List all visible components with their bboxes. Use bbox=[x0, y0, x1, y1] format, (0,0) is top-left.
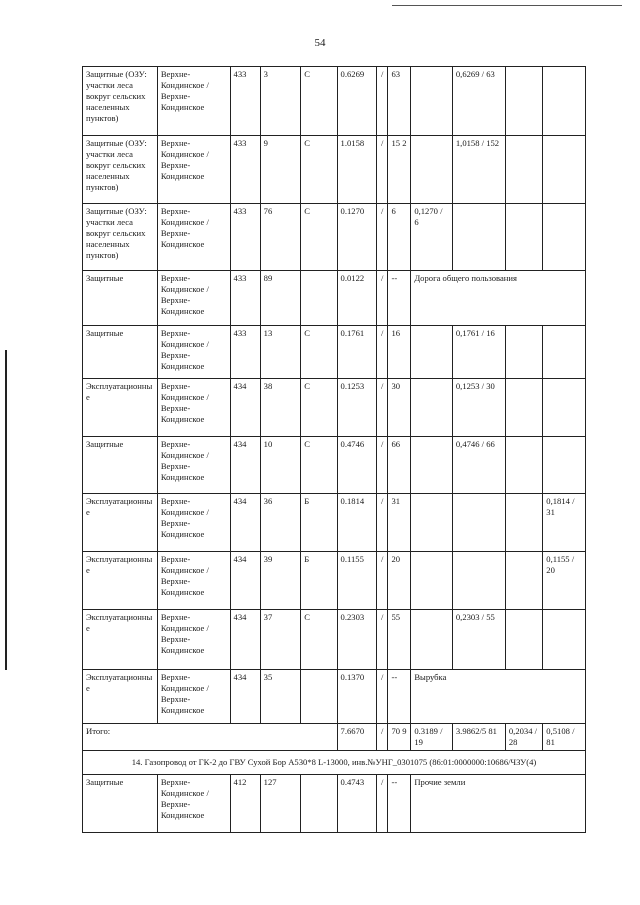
category-cell: Защитные (ОЗУ: участки леса вокруг сельских населенных пунктов) bbox=[83, 136, 158, 204]
category-cell: Защитные (ОЗУ: участки леса вокруг сельских населенных пунктов) bbox=[83, 67, 158, 136]
forestry-cell: Верхне-Кондинское / Верхне-Кондинское bbox=[157, 326, 230, 379]
type-cell: С bbox=[301, 136, 337, 204]
type-cell: С bbox=[301, 379, 337, 437]
total-value-cell: 0,5108 / 81 bbox=[543, 724, 586, 751]
forestry-cell: Верхне-Кондинское / Верхне-Кондинское bbox=[157, 379, 230, 437]
quarter-cell: 434 bbox=[230, 437, 260, 494]
area-length-cell: 0,1761 / 16 bbox=[452, 326, 505, 379]
type-cell: Б bbox=[301, 494, 337, 552]
category-cell: Эксплуатационные bbox=[83, 379, 158, 437]
area-length-cell: 0,1814 / 31 bbox=[543, 494, 586, 552]
area-length-cell bbox=[411, 379, 453, 437]
area-length-cell bbox=[505, 437, 542, 494]
area-length-cell bbox=[452, 552, 505, 610]
land-use-note-cell: Прочие земли bbox=[411, 775, 586, 833]
length-cell: 66 bbox=[388, 437, 411, 494]
section-title: 14. Газопровод от ГК-2 до ГВУ Сухой Бор А530*8 L-13000, инв.№УНГ_0301075 (86:01:0000000:10686/ЧЗУ(4) bbox=[83, 751, 586, 775]
area-length-cell bbox=[411, 494, 453, 552]
table-body-second bbox=[83, 775, 586, 833]
area-length-cell: 1,0158 / 152 bbox=[452, 136, 505, 204]
forestry-cell: Верхне-Кондинское / Верхне-Кондинское bbox=[157, 775, 230, 833]
length-cell: 31 bbox=[388, 494, 411, 552]
land-use-note-cell: Вырубка bbox=[411, 670, 586, 724]
area-length-cell bbox=[543, 136, 586, 204]
length-cell: -- bbox=[388, 775, 411, 833]
area-length-cell bbox=[543, 379, 586, 437]
sep-cell: / bbox=[377, 494, 388, 552]
table-row bbox=[83, 326, 586, 379]
table-row bbox=[83, 67, 586, 136]
area-length-cell bbox=[543, 67, 586, 136]
area-length-cell bbox=[505, 610, 542, 670]
area-length-cell bbox=[505, 326, 542, 379]
table-row bbox=[83, 494, 586, 552]
section-header-row bbox=[83, 751, 586, 775]
area-cell: 0.2303 bbox=[337, 610, 376, 670]
area-length-cell bbox=[411, 67, 453, 136]
quarter-cell: 433 bbox=[230, 136, 260, 204]
length-cell: -- bbox=[388, 670, 411, 724]
plot-cell: 36 bbox=[260, 494, 301, 552]
area-length-cell bbox=[543, 204, 586, 271]
plot-cell: 13 bbox=[260, 326, 301, 379]
area-length-cell bbox=[452, 204, 505, 271]
area-cell: 0.4746 bbox=[337, 437, 376, 494]
area-cell: 0.1370 bbox=[337, 670, 376, 724]
table-row bbox=[83, 552, 586, 610]
page-number: 54 bbox=[314, 37, 326, 49]
area-length-cell: 0,2303 / 55 bbox=[452, 610, 505, 670]
length-cell: 16 bbox=[388, 326, 411, 379]
plot-cell: 76 bbox=[260, 204, 301, 271]
quarter-cell: 434 bbox=[230, 379, 260, 437]
plot-cell: 9 bbox=[260, 136, 301, 204]
type-cell bbox=[301, 271, 337, 326]
type-cell: Б bbox=[301, 552, 337, 610]
length-cell: 15 2 bbox=[388, 136, 411, 204]
category-cell: Защитные bbox=[83, 271, 158, 326]
area-cell: 1.0158 bbox=[337, 136, 376, 204]
category-cell: Эксплуатационные bbox=[83, 610, 158, 670]
area-length-cell bbox=[543, 437, 586, 494]
sep-cell: / bbox=[377, 136, 388, 204]
forestry-cell: Верхне-Кондинское / Верхне-Кондинское bbox=[157, 437, 230, 494]
scan-artifact-mark bbox=[5, 350, 7, 670]
type-cell: С bbox=[301, 326, 337, 379]
table-row bbox=[83, 204, 586, 271]
category-cell: Защитные bbox=[83, 775, 158, 833]
length-cell: 55 bbox=[388, 610, 411, 670]
total-sep-cell: / bbox=[377, 724, 388, 751]
area-cell: 0.1155 bbox=[337, 552, 376, 610]
total-row bbox=[83, 724, 586, 751]
type-cell: С bbox=[301, 204, 337, 271]
scan-artifact-line bbox=[392, 5, 622, 6]
quarter-cell: 433 bbox=[230, 271, 260, 326]
area-cell: 0.0122 bbox=[337, 271, 376, 326]
table-row bbox=[83, 271, 586, 326]
length-cell: 63 bbox=[388, 67, 411, 136]
length-cell: 20 bbox=[388, 552, 411, 610]
table-body-section-14 bbox=[83, 751, 586, 775]
area-length-cell: 0,1155 / 20 bbox=[543, 552, 586, 610]
plot-cell: 38 bbox=[260, 379, 301, 437]
area-length-cell: 0,1270 / 6 bbox=[411, 204, 453, 271]
sep-cell: / bbox=[377, 326, 388, 379]
quarter-cell: 434 bbox=[230, 670, 260, 724]
forestry-cell: Верхне-Кондинское / Верхне-Кондинское bbox=[157, 494, 230, 552]
area-length-cell bbox=[505, 67, 542, 136]
quarter-cell: 434 bbox=[230, 552, 260, 610]
total-value-cell: 0.3189 / 19 bbox=[411, 724, 453, 751]
quarter-cell: 433 bbox=[230, 326, 260, 379]
area-cell: 0.1814 bbox=[337, 494, 376, 552]
area-length-cell bbox=[411, 326, 453, 379]
area-cell: 0.1270 bbox=[337, 204, 376, 271]
area-cell: 0.1761 bbox=[337, 326, 376, 379]
sep-cell: / bbox=[377, 67, 388, 136]
category-cell: Эксплуатационные bbox=[83, 494, 158, 552]
area-length-cell bbox=[543, 326, 586, 379]
forestry-cell: Верхне-Кондинское / Верхне-Кондинское bbox=[157, 136, 230, 204]
area-length-cell bbox=[452, 494, 505, 552]
type-cell: С bbox=[301, 67, 337, 136]
total-label-cell: Итого: bbox=[83, 724, 338, 751]
sep-cell: / bbox=[377, 775, 388, 833]
sep-cell: / bbox=[377, 670, 388, 724]
area-length-cell: 0,6269 / 63 bbox=[452, 67, 505, 136]
type-cell: С bbox=[301, 610, 337, 670]
plot-cell: 37 bbox=[260, 610, 301, 670]
category-cell: Защитные (ОЗУ: участки леса вокруг сельских населенных пунктов) bbox=[83, 204, 158, 271]
area-length-cell bbox=[505, 494, 542, 552]
plot-cell: 3 bbox=[260, 67, 301, 136]
area-length-cell bbox=[505, 379, 542, 437]
type-cell bbox=[301, 775, 337, 833]
area-cell: 0.6269 bbox=[337, 67, 376, 136]
total-value-cell: 0,2034 / 28 bbox=[505, 724, 542, 751]
plot-cell: 10 bbox=[260, 437, 301, 494]
table-body-main bbox=[83, 67, 586, 724]
area-cell: 0.1253 bbox=[337, 379, 376, 437]
total-length-cell: 70 9 bbox=[388, 724, 411, 751]
type-cell: С bbox=[301, 437, 337, 494]
area-length-cell: 0,4746 / 66 bbox=[452, 437, 505, 494]
sep-cell: / bbox=[377, 204, 388, 271]
category-cell: Эксплуатационные bbox=[83, 552, 158, 610]
quarter-cell: 433 bbox=[230, 67, 260, 136]
category-cell: Защитные bbox=[83, 437, 158, 494]
area-length-cell bbox=[411, 610, 453, 670]
table-row bbox=[83, 136, 586, 204]
length-cell: 6 bbox=[388, 204, 411, 271]
table-row bbox=[83, 670, 586, 724]
forestry-cell: Верхне-Кондинское / Верхне-Кондинское bbox=[157, 552, 230, 610]
area-length-cell bbox=[505, 204, 542, 271]
table-row bbox=[83, 437, 586, 494]
plot-cell: 39 bbox=[260, 552, 301, 610]
forestry-cell: Верхне-Кондинское / Верхне-Кондинское bbox=[157, 610, 230, 670]
quarter-cell: 433 bbox=[230, 204, 260, 271]
area-length-cell bbox=[505, 552, 542, 610]
sep-cell: / bbox=[377, 610, 388, 670]
length-cell: -- bbox=[388, 271, 411, 326]
plot-cell: 127 bbox=[260, 775, 301, 833]
sep-cell: / bbox=[377, 379, 388, 437]
forestry-cell: Верхне-Кондинское / Верхне-Кондинское bbox=[157, 67, 230, 136]
table-row bbox=[83, 610, 586, 670]
area-cell: 0.4743 bbox=[337, 775, 376, 833]
total-value-cell: 3.9862/5 81 bbox=[452, 724, 505, 751]
sep-cell: / bbox=[377, 437, 388, 494]
plot-cell: 35 bbox=[260, 670, 301, 724]
forestry-cell: Верхне-Кондинское / Верхне-Кондинское bbox=[157, 271, 230, 326]
table-body-total bbox=[83, 724, 586, 751]
land-use-note-cell: Дорога общего пользования bbox=[411, 271, 586, 326]
category-cell: Защитные bbox=[83, 326, 158, 379]
area-length-cell bbox=[505, 136, 542, 204]
length-cell: 30 bbox=[388, 379, 411, 437]
plot-cell: 89 bbox=[260, 271, 301, 326]
sep-cell: / bbox=[377, 552, 388, 610]
table-row bbox=[83, 775, 586, 833]
forest-plot-table bbox=[82, 66, 586, 833]
area-length-cell: 0,1253 / 30 bbox=[452, 379, 505, 437]
forestry-cell: Верхне-Кондинское / Верхне-Кондинское bbox=[157, 204, 230, 271]
quarter-cell: 434 bbox=[230, 610, 260, 670]
table-row bbox=[83, 379, 586, 437]
forestry-cell: Верхне-Кондинское / Верхне-Кондинское bbox=[157, 670, 230, 724]
area-length-cell bbox=[543, 610, 586, 670]
type-cell bbox=[301, 670, 337, 724]
area-length-cell bbox=[411, 437, 453, 494]
quarter-cell: 412 bbox=[230, 775, 260, 833]
sep-cell: / bbox=[377, 271, 388, 326]
area-length-cell bbox=[411, 552, 453, 610]
category-cell: Эксплуатационные bbox=[83, 670, 158, 724]
area-length-cell bbox=[411, 136, 453, 204]
quarter-cell: 434 bbox=[230, 494, 260, 552]
total-area-cell: 7.6670 bbox=[337, 724, 376, 751]
